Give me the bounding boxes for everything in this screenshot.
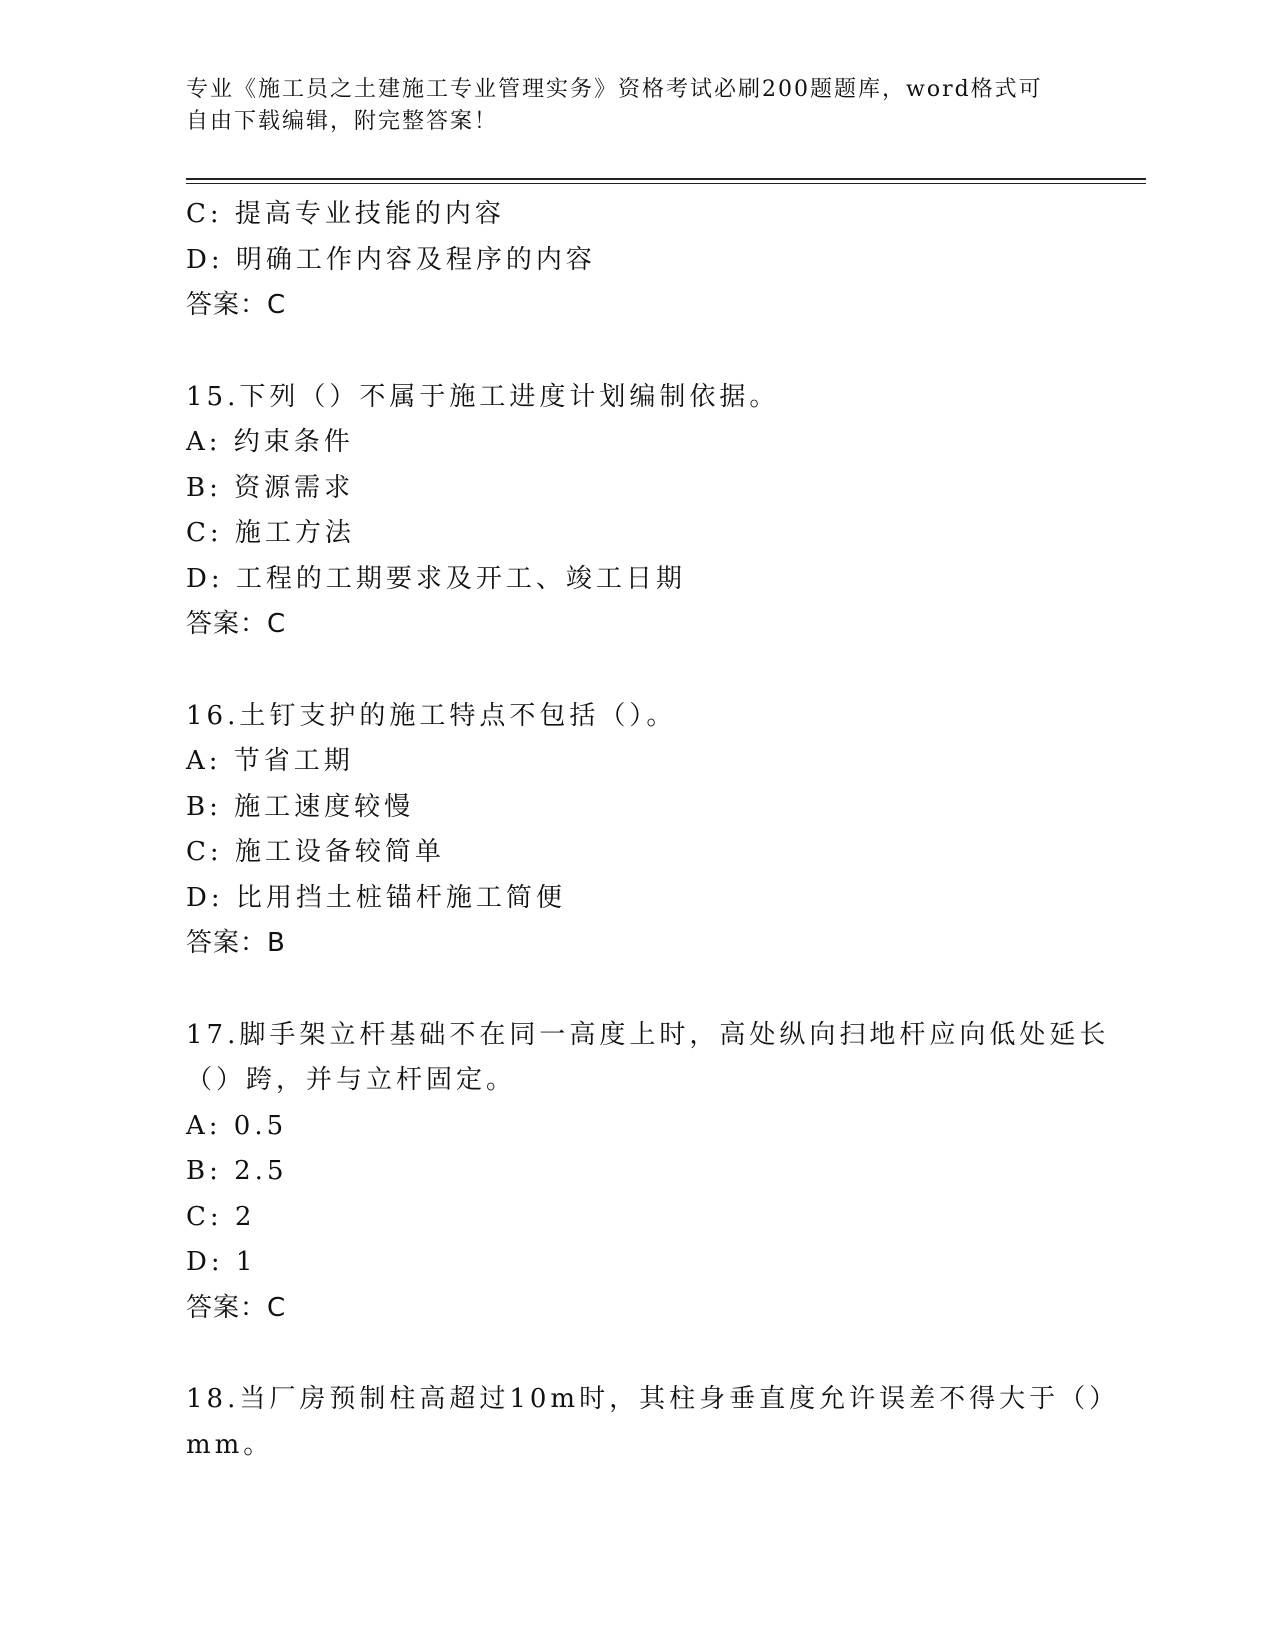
question-15 <box>186 375 1086 648</box>
option-d: D: 工程的工期要求及开工、竣工日期 <box>186 563 686 594</box>
option-c: C: 提高专业技能的内容 <box>186 199 505 229</box>
option-c: C: 2 <box>186 1201 256 1232</box>
option-b: B: 施工速度较慢 <box>186 791 415 822</box>
question-text: 15.下列（）不属于施工进度计划编制依据。 <box>186 381 780 412</box>
question-text-line-2: （）跨，并与立杆固定。 <box>186 1065 517 1095</box>
answer: 答案：C <box>186 1292 287 1323</box>
option-a: A: 约束条件 <box>186 427 354 457</box>
header-rule-thin <box>186 183 1146 184</box>
question-16 <box>186 694 1086 967</box>
option-c: C: 施工设备较简单 <box>186 837 445 867</box>
document-header <box>186 74 1066 138</box>
option-a: A: 节省工期 <box>186 746 354 776</box>
option-a: A: 0.5 <box>186 1110 288 1141</box>
question-text-line-1: 18.当厂房预制柱高超过10m时，其柱身垂直度允许误差不得大于（） <box>186 1384 1120 1414</box>
option-d: D: 明确工作内容及程序的内容 <box>186 244 596 275</box>
header-line-1: 专业《施工员之土建施工专业管理实务》资格考试必刷200题题库，word格式可 <box>186 77 1043 102</box>
option-b: B: 资源需求 <box>186 472 355 503</box>
option-d: D: 比用挡土桩锚杆施工简便 <box>186 882 566 913</box>
header-rule-thick <box>186 178 1146 180</box>
header-line-2: 自由下载编辑，附完整答案！ <box>186 109 499 134</box>
question-list <box>186 192 1120 1468</box>
question-text-line-2: mm。 <box>186 1429 274 1460</box>
answer: 答案：C <box>186 290 287 320</box>
previous-question-tail <box>186 192 1086 329</box>
answer: 答案：B <box>186 928 286 958</box>
question-17 <box>186 1013 1110 1332</box>
answer: 答案：C <box>186 609 287 639</box>
option-b: B: 2.5 <box>186 1156 288 1186</box>
option-d: D: 1 <box>186 1247 257 1277</box>
option-c: C: 施工方法 <box>186 518 355 548</box>
question-text-line-1: 17.脚手架立杆基础不在同一高度上时，高处纵向扫地杆应向低处延长 <box>186 1019 1110 1050</box>
question-18 <box>186 1377 1120 1468</box>
question-text: 16.土钉支护的施工特点不包括（）。 <box>186 700 677 731</box>
